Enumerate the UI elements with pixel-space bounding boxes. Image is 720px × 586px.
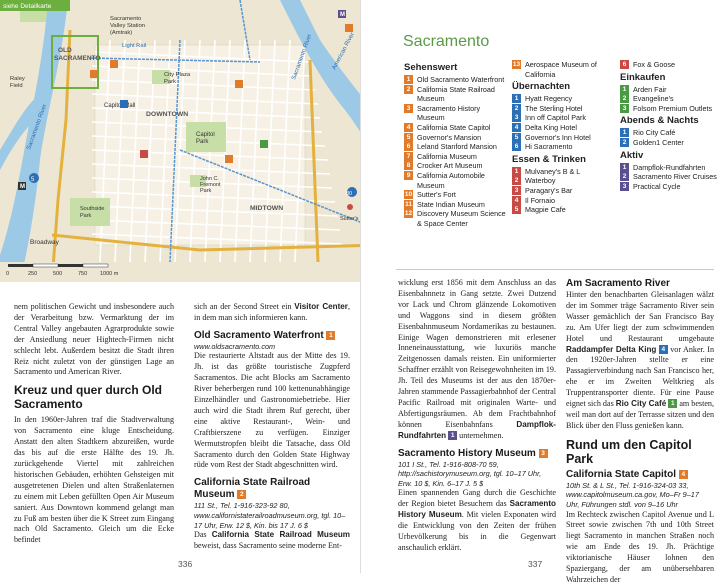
svg-text:Light Rail: Light Rail: [122, 43, 146, 49]
river-body: Hinter den benachbarten Gleisanlagen wälzt der im Sommer träge Sacramento River sein Wasser gemächlich der San Francisco Bay zu. Am Ufer liegt der zum schwimmenden Hotel und Restaurant umgebaute Raddampfer Delta King 4 vor Anker. In den 1920er-Jahren stellte er eine Passagierverbindung nach San Francisco her, ehe er im Zweiten Weltkrieg als Truppentransporter diente. Für eine Pause eignet sich das Rio City Café 1 am besten, weil man dort auf der Terrasse sitzen und den Blick über den Fluss genießen kann.: [566, 290, 714, 432]
legend-item-sights[interactable]: [404, 85, 508, 104]
intro-text: nem politischen Gewicht und insbesondere auch der Verarbeitung bzw. Vermarktung der im Central Valley angebauten Agrarprodukte sowie der Ansiedlung neuer Hightech-Firmen nicht schlecht lebt. Außerdem besitzt die Stadt ihren Reiz nicht zuletzt von der günstigen Lage an Sacramento und American River.: [14, 302, 174, 378]
svg-text:DOWNTOWN: DOWNTOWN: [146, 111, 188, 118]
legend-item-shop[interactable]: [620, 94, 718, 104]
legend-item-label: Fox & Goose: [633, 60, 675, 70]
section-heading-old-sac: Kreuz und quer durch Old Sacramento: [14, 384, 174, 411]
legend-item-label: Il Fornaio: [525, 196, 555, 206]
legend-item-label: Governor's Mansion: [417, 133, 481, 143]
svg-text:Raley: Raley: [10, 76, 25, 82]
legend-item-stay[interactable]: [512, 142, 616, 152]
legend-number-badge: 7: [404, 152, 413, 161]
history-info: 101 I St., Tel. 1-916-808-70 59, http://sachistorymuseum.org, tgl. 10–17 Uhr, Erw. 10 $, Kin. 6–17 J. 5 $: [398, 460, 556, 489]
legend-item-night[interactable]: [620, 138, 718, 148]
history-body: Einen spannenden Gang durch die Geschichte der Region bietet Besuchern das Sacramento History Museum. Mit vielen Exponaten wird die Entwicklung von den Zeiten der frühen Urbevölkerung bis in die Gegenwart anschaulich erklärt.: [398, 488, 556, 553]
night-heading: Abends & Nachts: [620, 115, 718, 127]
legend-item-eat[interactable]: [512, 186, 616, 196]
legend-number-badge: 11: [404, 200, 413, 209]
river-heading: Am Sacramento River: [566, 278, 714, 290]
legend-item-label: Arden Fair: [633, 85, 667, 95]
legend-item-stay[interactable]: [512, 113, 616, 123]
legend-number-badge: 1: [620, 163, 629, 172]
legend-number-badge: 3: [404, 104, 413, 113]
page-number-left: 336: [178, 559, 192, 569]
legend-item-stay[interactable]: [512, 133, 616, 143]
legend-number-badge: 6: [512, 142, 521, 151]
svg-text:City Plaza: City Plaza: [164, 72, 191, 78]
legend-item-label: Governor's Inn Hotel: [525, 133, 591, 143]
svg-text:250: 250: [28, 271, 37, 277]
legend-col2: [512, 60, 616, 215]
legend-item-eat[interactable]: [512, 205, 616, 215]
svg-text:OLD: OLD: [58, 47, 72, 54]
svg-text:0: 0: [6, 271, 9, 277]
railroad-continued: wicklung erst 1856 mit dem Anschluss an das Eisenbahnnetz in Gang setzte. Zwei Dutzend vor Lack und Chrom glänzende Lokomotiven und Waggons sind in diesem größten Eisenbahnmuseum Nordamerikas zu bestaunen. Einige Wagen demonstrieren mit erlesener Inneneinausstattung, wie luxuriös manche Zeitgenossen damals reisten. Ein uniformierter Schaffner erzählt von Reisegewohnheiten im 19. Jh. Teil des Museums ist der aus den 1870er-Jahren stammende Passagierbahnhof der Central Pacific Railroad mit originalen Warte- und Abfertigungsräumen. Ab dem Frachtbahnhof können Eisenbahnfans Dampflok-Rundfahrten 1 unternehmen.: [398, 278, 556, 442]
left-page: [0, 0, 360, 573]
legend-item-label: California State Capitol: [417, 123, 491, 133]
legend-number-badge: 3: [512, 113, 521, 122]
legend-item-sights[interactable]: [404, 152, 508, 162]
legend-divider: [396, 269, 714, 270]
legend-number-badge: 5: [512, 205, 521, 214]
legend-number-badge: 8: [404, 161, 413, 170]
svg-text:Southside: Southside: [80, 206, 104, 212]
legend-number-badge: 3: [620, 104, 629, 113]
legend-number-badge: 4: [512, 123, 521, 132]
legend-item-eat[interactable]: [620, 60, 718, 70]
legend-item-label: Folsom Premium Outlets: [633, 104, 712, 114]
svg-text:Broadway: Broadway: [30, 239, 60, 246]
detail-label: siehe Detailkarte: [3, 3, 52, 10]
svg-text:Park: Park: [200, 188, 212, 194]
legend-item-label: Sutter's Fort: [417, 190, 456, 200]
legend-item-stay[interactable]: [512, 94, 616, 104]
legend-item-label: Waterboy: [525, 176, 556, 186]
legend-item-label: Golden1 Center: [633, 138, 684, 148]
legend-item-stay[interactable]: [512, 123, 616, 133]
legend-number-badge: 1: [512, 94, 521, 103]
legend-item-label: Delta King Hotel: [525, 123, 577, 133]
legend-number-badge: 5: [404, 133, 413, 142]
right-column-2: [566, 278, 714, 586]
map-canvas: [0, 0, 380, 282]
right-column-1: [398, 278, 556, 554]
legend-number-badge: 1: [620, 85, 629, 94]
legend-item-label: Evangeline's: [633, 94, 674, 104]
legend-item-label: Mulvaney's B & L: [525, 167, 580, 177]
svg-text:Park: Park: [196, 139, 209, 145]
svg-text:Sacramento River: Sacramento River: [291, 33, 313, 80]
svg-text:Sacramento River: Sacramento River: [26, 103, 48, 150]
legend-number-badge: 2: [404, 85, 413, 94]
legend-item-label: California State Railroad Museum: [417, 85, 508, 104]
shop-heading: Einkaufen: [620, 72, 718, 84]
svg-text:John C.: John C.: [200, 176, 219, 182]
legend-item-label: Sacramento History Museum: [417, 104, 508, 123]
active-heading: Aktiv: [620, 150, 718, 162]
legend-number-badge: 2: [620, 138, 629, 147]
svg-text:MIDTOWN: MIDTOWN: [250, 205, 283, 212]
legend-item-sights[interactable]: [404, 161, 508, 171]
legend-item-label: Hi Sacramento: [525, 142, 573, 152]
legend-item-sights[interactable]: [404, 123, 508, 133]
legend-item-label: Hyatt Regency: [525, 94, 572, 104]
svg-text:Park: Park: [164, 79, 176, 85]
page-number-right: 337: [528, 559, 542, 569]
svg-text:SACRAMENTO: SACRAMENTO: [54, 55, 100, 62]
svg-text:Fremont: Fremont: [200, 182, 221, 188]
legend-number-badge: 4: [512, 196, 521, 205]
left-column-1: [14, 302, 174, 546]
legend-number-badge: 10: [404, 190, 413, 199]
waterfront-url[interactable]: www.oldsacramento.com: [194, 342, 350, 352]
legend-number-badge: 6: [620, 60, 629, 69]
stay-heading: Übernachten: [512, 81, 616, 93]
legend-item-eat[interactable]: [512, 176, 616, 186]
legend-number-badge: 2: [620, 94, 629, 103]
legend-item-label: Dampflok-Rundfahrten: [633, 163, 705, 173]
svg-text:80: 80: [346, 191, 352, 197]
legend-number-badge: 2: [512, 104, 521, 113]
svg-text:(Amtrak): (Amtrak): [110, 30, 132, 36]
capitol-info: 10th St. & L St., Tel. 1-916-324-03 33, www.capitolmuseum.ca.gov, Mo–Fr 9–17 Uhr, Führungen stdl. von 9–16 Uhr: [566, 481, 714, 510]
railroad-info: 111 St., Tel. 1-916-323-92 80, www.californistaterailroadmuseum.org, tgl. 10–17 Uhr, Erw. 12 $, Kin. bis 17 J. 6 $: [194, 501, 350, 530]
legend-number-badge: 1: [512, 167, 521, 176]
left-column-2: [194, 302, 350, 552]
legend-item-night[interactable]: [620, 128, 718, 138]
eat-heading: Essen & Trinken: [512, 154, 616, 166]
legend-col3: [620, 60, 718, 191]
svg-text:Capitol: Capitol: [196, 132, 215, 138]
legend-number-badge: 2: [620, 172, 629, 181]
legend-item-sights[interactable]: [512, 60, 616, 79]
legend-number-badge: 5: [512, 133, 521, 142]
legend-item-label: Paragary's Bar: [525, 186, 572, 196]
legend-item-shop[interactable]: [620, 85, 718, 95]
legend-item-stay[interactable]: [512, 104, 616, 114]
legend-item-label: California Automobile Museum: [417, 171, 508, 190]
svg-text:American River: American River: [331, 32, 356, 71]
legend-number-badge: 12: [404, 209, 413, 218]
legend-item-sights[interactable]: [404, 171, 508, 190]
legend-item-label: Practical Cycle: [633, 182, 681, 192]
svg-text:M: M: [20, 184, 25, 190]
legend-item-label: Crocker Art Museum: [417, 161, 483, 171]
legend-title: Sacramento: [403, 33, 489, 51]
legend-item-sights[interactable]: [404, 104, 508, 123]
legend-number-badge: 3: [512, 186, 521, 195]
legend-number-badge: 9: [404, 171, 413, 180]
legend-item-label: The Sterling Hotel: [525, 104, 583, 114]
legend-item-sights[interactable]: [404, 75, 508, 85]
railroad-body: Das California State Railroad Museum beweist, dass Sacramento seine moderne Ent-: [194, 530, 350, 552]
svg-text:Sutter's Fort: Sutter's Fort: [340, 216, 370, 222]
svg-text:5: 5: [31, 177, 35, 183]
legend-number-badge: 6: [404, 142, 413, 151]
legend-item-label: Rio City Café: [633, 128, 675, 138]
svg-text:750: 750: [78, 271, 87, 277]
legend-item-label: Discovery Museum Science & Space Center: [417, 209, 508, 228]
svg-text:Capitol Mall: Capitol Mall: [104, 103, 135, 109]
visitor-center-text: sich an der Second Street ein Visitor Center, in dem man sich informieren kann.: [194, 302, 350, 324]
svg-text:500: 500: [53, 271, 62, 277]
sights-heading: Sehenswert: [404, 62, 508, 74]
legend-item-shop[interactable]: [620, 104, 718, 114]
legend-item-eat[interactable]: [512, 196, 616, 206]
legend-item-label: State Indian Museum: [417, 200, 485, 210]
legend-number-badge: 2: [512, 176, 521, 185]
waterfront-body: Die restaurierte Altstadt aus der Mitte des 19. Jh. ist das größte touristische Zugpferd Sacramentos. Die acht Blocks am Sacramento River beherbergen rund 100 kettenunabhängige Einzelhändler und Gastronomiebetriebe. Hier auch wird die Stadt ihrem Ruf gerecht, über eine aktive Restaurant-, Wein- und Craftbierszene zu verfügen. Einziger Wermutstropfen bleibt die Tatsache, dass Old Sacramento durch den Golden State Highway rüde vom Rest der Stadt abgeschnitten wird.: [194, 351, 350, 471]
history-heading: Sacramento History Museum 3: [398, 448, 556, 460]
legend-number-badge: 13: [512, 60, 521, 69]
legend-number-badge: 1: [620, 128, 629, 137]
legend-item-label: Aerospace Museum of California: [525, 60, 616, 79]
legend-item-active[interactable]: [620, 163, 718, 173]
legend-item-label: Old Sacramento Waterfront: [417, 75, 504, 85]
svg-text:Valley Station: Valley Station: [110, 23, 145, 29]
legend-item-eat[interactable]: [512, 167, 616, 177]
legend-item-sights[interactable]: [404, 190, 508, 200]
legend-number-badge: 1: [404, 75, 413, 84]
capitol-park-heading: Rund um den Capitol Park: [566, 438, 714, 466]
svg-text:1000 m: 1000 m: [100, 271, 119, 277]
legend-item-sights[interactable]: [404, 200, 508, 210]
legend-item-label: Inn off Capitol Park: [525, 113, 586, 123]
railroad-heading: California State Railroad Museum 2: [194, 477, 350, 501]
legend-item-sights[interactable]: [404, 142, 508, 152]
legend-number-badge: 4: [404, 123, 413, 132]
waterfront-heading: Old Sacramento Waterfront 1: [194, 330, 350, 342]
legend-item-active[interactable]: [620, 172, 718, 182]
legend-item-label: California Museum: [417, 152, 477, 162]
capitol-body: Im Rechteck zwischen Capitol Avenue und L Street sowie zwischen 7th und 10th Street liegt Sacramento in manchen Straßen noch wie am Ende des 19. Jh. Prächtige viktorianische Häuser lohnen den Spaziergang, der am unübersehbaren Wahrzeichen der: [566, 510, 714, 586]
capitol-heading: California State Capitol 4: [566, 469, 714, 481]
legend-number-badge: 3: [620, 182, 629, 191]
svg-text:Field: Field: [10, 83, 23, 89]
svg-text:Sacramento: Sacramento: [110, 16, 141, 22]
city-map[interactable]: [0, 0, 380, 282]
legend-sights: [404, 60, 508, 229]
legend-item-active[interactable]: [620, 182, 718, 192]
legend-item-label: Leland Stanford Mansion: [417, 142, 497, 152]
legend-item-label: Sacramento River Cruises: [633, 172, 717, 182]
legend-item-sights[interactable]: [404, 133, 508, 143]
legend-item-label: Magpie Cafe: [525, 205, 566, 215]
legend-item-sights[interactable]: [404, 209, 508, 228]
svg-text:Park: Park: [80, 213, 92, 219]
svg-text:M: M: [340, 12, 345, 18]
old-sac-body: In den 1960er-Jahren traf die Stadtverwaltung von Sacramento eine kluge Entscheidung. Anstatt den alten Stadtkern abzureißen, wurde das bis auf die erste Hälfte des 19. Jh. zurückgehende Viertel mit zahlreichen historischen Gebäuden, erhöhten Gehsteigen mit ausgetretenen Dielen und alten Straßenlaternen zu einem mit Leben gefüllten Open Air Museum saniert. Aus Downtown kommend gelangt man zu Fuß am besten über die K Street zum Eingang nach Old Sacramento. Gleich um die Ecke befindet: [14, 415, 174, 546]
